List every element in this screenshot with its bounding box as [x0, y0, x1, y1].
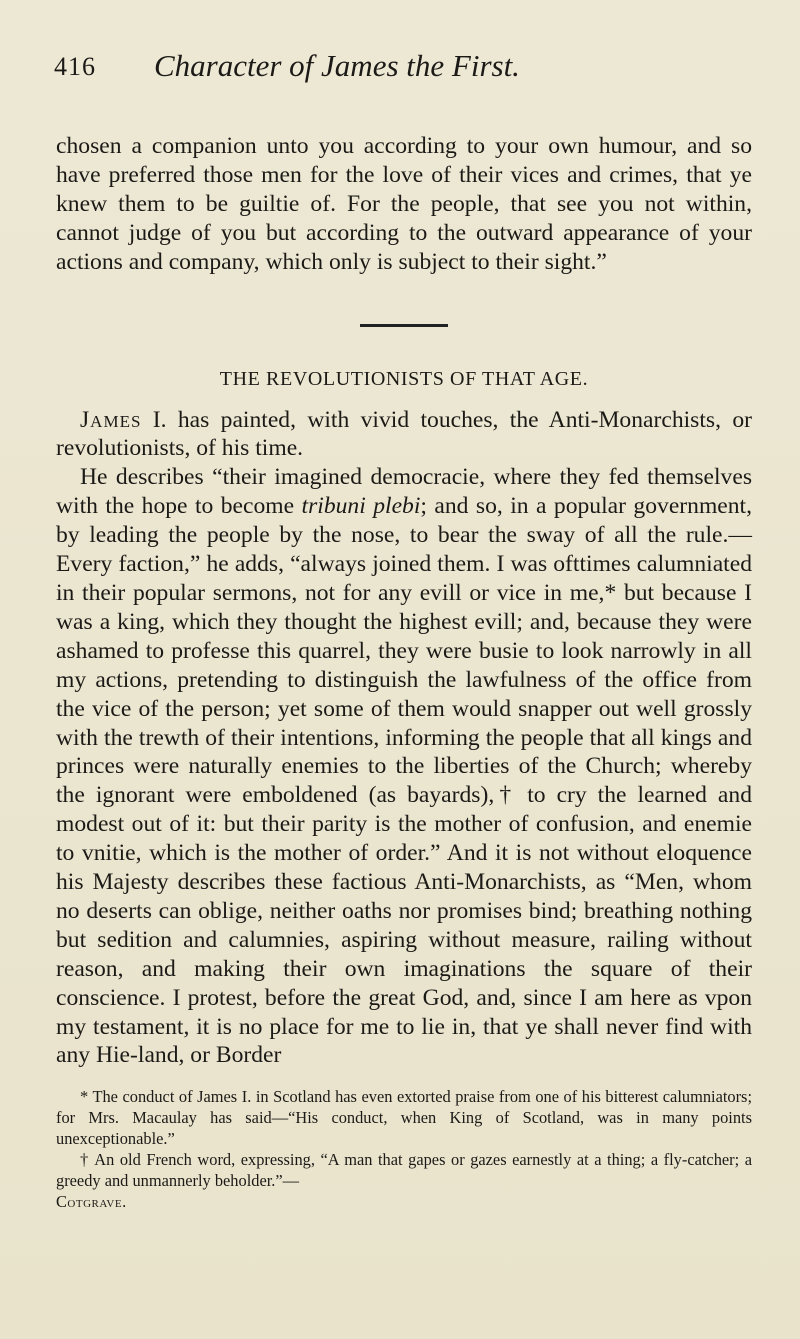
footnote-2-text: † An old French word, expressing, “A man that gapes or gazes earnestly at a thing; a fly-catcher; a greedy and unmannerly beholder.”— [56, 1150, 752, 1191]
name-james: James [80, 406, 142, 433]
section-heading: THE REVOLUTIONISTS OF THAT AGE. [219, 367, 589, 390]
page-number: 416 [54, 52, 96, 81]
page-content [56, 132, 752, 1212]
footnote-marker-1: * [604, 579, 617, 606]
paragraph-2-text-c: but because I was a king, which they thought the highest evill; and, because they were ashamed to professe this quarrel, they were busie to look narrowly in all my actions, pretending to distinguish the lawfulness of the office from the vice of the person; yet some of them would snapper out well grossly with the trewth of their intentions, informing the people that all kings and princes were naturally enemies to the liberties of the Church; whereby the ignorant were emboldened (as bayards), [56, 579, 753, 809]
footnote-marker-2: † [494, 782, 517, 809]
footnote-1: * The conduct of James I. in Scotland has even extorted praise from one of his bitterest calumniators; for Mrs. Macaulay has said—“His conduct, when King of Scotland, was in many points unexceptionable.” [56, 1087, 752, 1149]
footnote-2-source: Cotgrave. [56, 1192, 127, 1212]
footnote-2 [56, 1149, 752, 1212]
paragraph-2 [56, 463, 752, 1070]
running-title: Character of James the First. [154, 48, 520, 83]
paragraph-1 [56, 406, 752, 464]
paragraph-1-text: I. has painted, with vivid touches, the Anti-Monarchists, or revolutionists, of his time. [56, 406, 752, 462]
running-head [54, 48, 754, 88]
paragraph-2-text-d: to cry the learned and modest out of it: but their parity is the mother of confusion, and enemie to vnitie, which is the mother of order.” And it is not without eloquence his Majesty describes these factious Anti-Monarchists, as “Men, whom no deserts can oblige, neither oaths nor promises bind; breathing nothing but sedition and calumnies, aspiring without measure, railing without reason, and making their own imaginations the square of their conscience. I protest, before the great God, and, since I am here as vpon my testament, it is no place for me to lie in, that ye shall never find with any Hie-land, or Border [56, 782, 752, 1069]
paragraph-2-text-b: ; and so, in a popular government, by leading the people by the nose, to bear the sway of all the rule.—Every faction,” he adds, “always joined them. I was ofttimes calumniated in their popular sermons, not for any evill or vice in me, [56, 493, 753, 606]
paragraph-2-text-a: He describes “their imagined democracie, where they fed themselves with the hope to become [56, 464, 752, 520]
quote-continuation: chosen a companion unto you according to your own humour, and so have preferred those men for the love of their vices and crimes, that ye knew them to be guiltie of. For the people, that see you not within, cannot judge of you but according to the outward appearance of your actions and company, which only is subject to their sight.” [56, 133, 752, 275]
footnotes [56, 1086, 752, 1212]
section-divider [360, 324, 448, 327]
latin-phrase: tribuni plebi [301, 493, 421, 520]
